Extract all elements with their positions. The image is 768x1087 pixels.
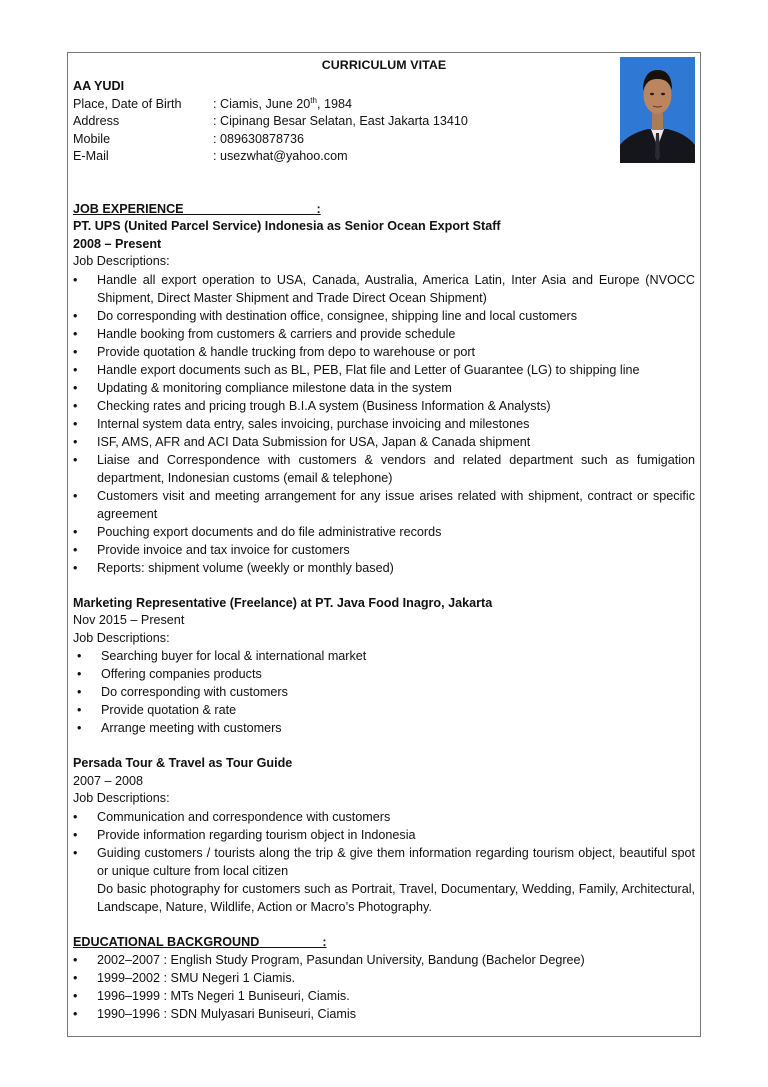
duty-item [73, 361, 695, 379]
duty-text: Do corresponding with destination office, consignee, shipping line and local customers [97, 308, 578, 323]
duty-text: Checking rates and pricing trough B.I.A system (Business Information & Analysts) [97, 398, 551, 413]
bullet-icon: • [77, 667, 82, 681]
bullet-icon: • [73, 971, 78, 985]
duty-text: Liaise and Correspondence with customers & vendors and related department such as fumigation department, Indonesian customs (email & telephone) [97, 452, 695, 485]
bullet-icon: • [73, 488, 78, 503]
job-duty-list [73, 808, 695, 880]
duty-item [73, 415, 695, 433]
info-row-address [73, 113, 695, 131]
duty-item [73, 683, 695, 701]
bullet-icon: • [73, 560, 78, 575]
bullet-icon: • [73, 344, 78, 359]
duty-text: Communication and correspondence with customers [97, 809, 391, 824]
duty-item [73, 487, 695, 523]
education-desc: : SDN Mulyasari Buniseuri, Ciamis [160, 1007, 357, 1021]
bullet-icon: • [73, 452, 78, 467]
document-title: CURRICULUM VITAE [321, 58, 447, 72]
duty-text: Offering companies products [101, 667, 262, 681]
duty-item [73, 343, 695, 361]
job-desc-label: Job Descriptions: [73, 791, 170, 805]
bullet-icon: • [73, 434, 78, 449]
duty-text: Arrange meeting with customers [101, 721, 282, 735]
duty-item [73, 307, 695, 325]
duty-item [73, 808, 695, 826]
bullet-icon: • [77, 685, 82, 699]
duty-text: Provide invoice and tax invoice for customers [97, 542, 350, 557]
education-desc: : MTs Negeri 1 Buniseuri, Ciamis. [160, 989, 350, 1003]
job-duty-list [73, 647, 695, 737]
duty-text: Handle all export operation to USA, Canada, Australia, America Latin, Inter Asia and Europe (NVOCC Shipment, Direct Master Shipment and Trade Direct Ocean Shipment) [97, 272, 695, 305]
duty-item [73, 826, 695, 844]
bullet-icon: • [77, 703, 82, 717]
duty-text: Provide information regarding tourism object in Indonesia [97, 827, 416, 842]
bullet-icon: • [73, 809, 78, 824]
duty-text: Do basic photography for customers such as Portrait, Travel, Documentary, Wedding, Family, Architectural, Landscape, Nature, Wildlife, Action or Macro’s Photography. [97, 881, 695, 914]
info-label: E-Mail [73, 149, 109, 163]
duty-text: Provide quotation & rate [101, 703, 237, 717]
education-item [73, 987, 695, 1005]
duty-item [73, 647, 695, 665]
duty-item [73, 559, 695, 577]
duty-item [73, 379, 695, 397]
bullet-icon: • [73, 1007, 78, 1021]
job-experience-heading: JOB EXPERIENCE : [73, 201, 321, 216]
education-years: 1996–1999 [97, 989, 161, 1003]
job-desc-label: Job Descriptions: [73, 630, 170, 645]
education-item [73, 969, 695, 987]
duty-item [73, 271, 695, 307]
duty-item [73, 844, 695, 880]
job-desc-label: Job Descriptions: [73, 254, 170, 268]
duty-text: Searching buyer for local & international market [101, 649, 367, 663]
education-list [73, 951, 695, 1023]
bullet-icon: • [73, 989, 78, 1003]
education-item [73, 1005, 695, 1023]
education-years: 1990–1996 [97, 1007, 161, 1021]
duty-item [73, 451, 695, 487]
duty-item [73, 719, 695, 737]
bullet-icon: • [73, 272, 78, 287]
duty-item [73, 523, 695, 541]
job-title: Marketing Representative (Freelance) at PT. Java Food Inagro, Jakarta [73, 595, 493, 610]
duty-text: Handle booking from customers & carriers and provide schedule [97, 326, 456, 341]
job-title: PT. UPS (United Parcel Service) Indonesia as Senior Ocean Export Staff [73, 219, 501, 233]
bullet-icon: • [73, 308, 78, 323]
info-label: Address [73, 114, 120, 128]
bullet-icon: • [73, 362, 78, 377]
duty-text: Updating & monitoring compliance milestone data in the system [97, 380, 452, 395]
bullet-icon: • [73, 398, 78, 413]
bullet-icon: • [73, 380, 78, 395]
info-value: : Ciamis, June 20th, 1984 [213, 95, 352, 111]
duty-text: Do corresponding with customers [101, 685, 288, 699]
education-desc: : English Study Program, Pasundan University, Bandung (Bachelor Degree) [160, 953, 585, 967]
duty-item [73, 325, 695, 343]
duty-text: Reports: shipment volume (weekly or monthly based) [97, 560, 394, 575]
duty-text: Pouching export documents and do file administrative records [97, 524, 442, 539]
info-row-email [73, 148, 695, 166]
duty-item [73, 433, 695, 451]
duty-text: Internal system data entry, sales invoicing, purchase invoicing and milestones [97, 416, 530, 431]
info-label: Place, Date of Birth [73, 96, 182, 111]
job-title: Persada Tour & Travel as Tour Guide [73, 756, 293, 770]
job-period: 2008 – Present [73, 236, 162, 251]
education-item [73, 951, 695, 969]
bullet-icon: • [73, 953, 78, 967]
job-period: 2007 – 2008 [73, 773, 144, 788]
info-value: : 089630878736 [213, 131, 305, 146]
duty-text: Handle export documents such as BL, PEB, Flat file and Letter of Guarantee (LG) to shipping line [97, 362, 640, 377]
education-heading: EDUCATIONAL BACKGROUND : [73, 934, 327, 949]
job-period: Nov 2015 – Present [73, 613, 185, 627]
bullet-icon: • [77, 721, 82, 735]
bullet-icon: • [73, 827, 78, 842]
duty-text: Guiding customers / tourists along the trip & give them information regarding tourism object, beautiful spot or unique culture from local citizen [97, 845, 695, 878]
bullet-icon: • [73, 542, 78, 557]
info-row-mobile [73, 131, 695, 149]
job-duty-extra [73, 880, 695, 916]
duty-text: Customers visit and meeting arrangement for any issue arises related with shipment, contract or specific agreement [97, 488, 695, 521]
cv-content [73, 78, 695, 1023]
education-desc: : SMU Negeri 1 Ciamis. [160, 971, 296, 985]
info-row-birth [73, 96, 695, 114]
info-value: : Cipinang Besar Selatan, East Jakarta 13410 [213, 114, 468, 128]
job-duty-list [73, 271, 695, 577]
education-years: 2002–2007 [97, 953, 161, 967]
person-name: AA YUDI [73, 79, 125, 93]
bullet-icon: • [73, 416, 78, 431]
bullet-icon: • [73, 326, 78, 341]
duty-item [73, 701, 695, 719]
education-years: 1999–2002 [97, 971, 161, 985]
bullet-icon: • [73, 524, 78, 539]
bullet-icon: • [73, 845, 78, 860]
info-label: Mobile [73, 131, 111, 146]
bullet-icon: • [77, 649, 82, 663]
duty-item [73, 397, 695, 415]
duty-text: Provide quotation & handle trucking from depo to warehouse or port [97, 344, 476, 359]
info-value: : usezwhat@yahoo.com [213, 149, 348, 163]
duty-item [73, 665, 695, 683]
duty-item [73, 541, 695, 559]
duty-text: ISF, AMS, AFR and ACI Data Submission for USA, Japan & Canada shipment [97, 434, 531, 449]
